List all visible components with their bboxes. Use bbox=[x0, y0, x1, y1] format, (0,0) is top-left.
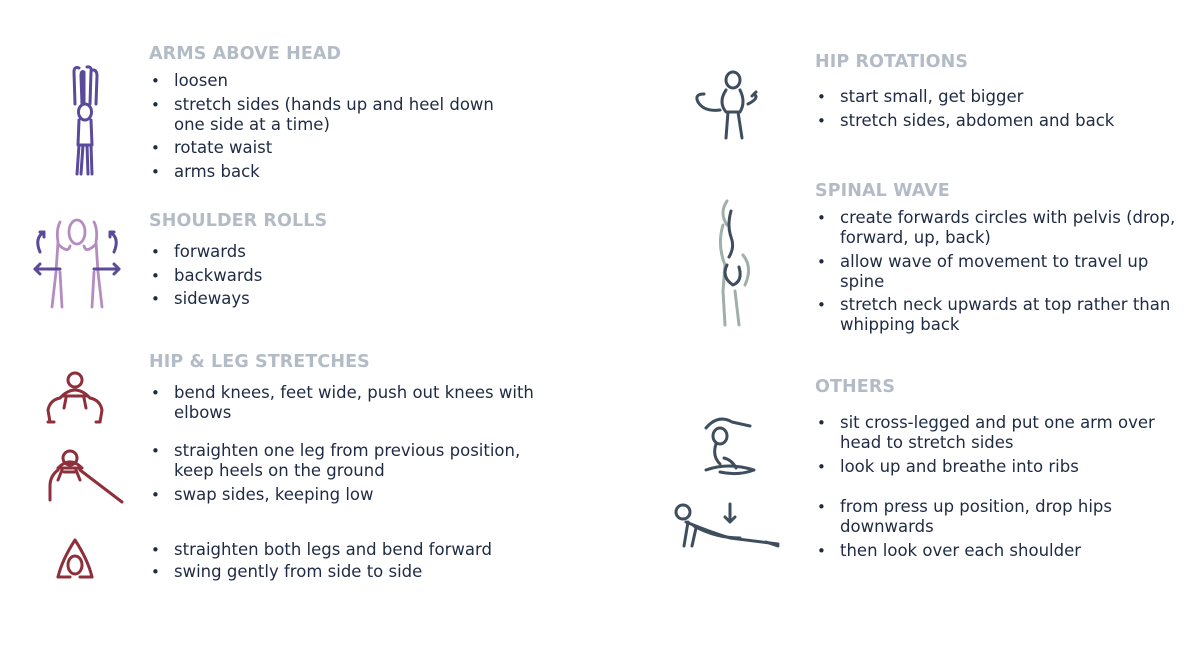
bullet-list bbox=[149, 242, 529, 313]
bullet-list bbox=[149, 441, 539, 508]
section-title: SHOULDER ROLLS bbox=[149, 211, 328, 231]
list-item: • backwards bbox=[149, 266, 529, 286]
section-title: HIP & LEG STRETCHES bbox=[149, 352, 370, 372]
bullet-list bbox=[815, 413, 1185, 480]
section-title: ARMS ABOVE HEAD bbox=[149, 44, 342, 64]
list-item: • stretch sides, abdomen and back bbox=[815, 111, 1185, 131]
list-item: • sit cross-legged and put one arm over head to stretch sides bbox=[815, 413, 1185, 453]
seated-side-stretch-icon bbox=[698, 410, 763, 478]
spinal-wave-icon bbox=[705, 195, 765, 330]
list-item: • loosen bbox=[149, 71, 529, 91]
bullet-list bbox=[815, 87, 1185, 134]
hip-rotation-icon bbox=[690, 68, 765, 143]
bullet-list bbox=[149, 71, 529, 185]
list-item: • start small, get bigger bbox=[815, 87, 1185, 107]
section-title: OTHERS bbox=[815, 377, 896, 397]
bullet-list bbox=[149, 383, 539, 427]
list-item: • look up and breathe into ribs bbox=[815, 457, 1185, 477]
list-item: • allow wave of movement to travel up spine bbox=[815, 252, 1185, 292]
list-item: • straighten one leg from previous position, keep heels on the ground bbox=[149, 441, 539, 481]
bullet-list bbox=[815, 208, 1185, 339]
shoulder-rolls-icon bbox=[30, 212, 125, 312]
list-item: • forwards bbox=[149, 242, 529, 262]
arms-above-head-icon bbox=[60, 62, 110, 180]
side-lunge-icon bbox=[40, 446, 128, 508]
bullet-list bbox=[815, 497, 1185, 564]
list-item: • stretch neck upwards at top rather than whipping back bbox=[815, 295, 1185, 335]
list-item: • bend knees, feet wide, push out knees with elbows bbox=[149, 383, 539, 423]
list-item: • straighten both legs and bend forward bbox=[149, 540, 539, 560]
list-item: • stretch sides (hands up and heel down one side at a time) bbox=[149, 95, 529, 135]
press-up-hips-drop-icon bbox=[670, 498, 785, 556]
list-item: • sideways bbox=[149, 289, 529, 309]
list-item: • swing gently from side to side bbox=[149, 562, 539, 582]
list-item: • create forwards circles with pelvis (drop, forward, up, back) bbox=[815, 208, 1185, 248]
list-item: • arms back bbox=[149, 162, 529, 182]
bullet-list bbox=[149, 540, 539, 586]
list-item: • swap sides, keeping low bbox=[149, 485, 539, 505]
wide-squat-icon bbox=[40, 368, 110, 428]
list-item: • then look over each shoulder bbox=[815, 541, 1185, 561]
list-item: • from press up position, drop hips downwards bbox=[815, 497, 1185, 537]
section-title: HIP ROTATIONS bbox=[815, 52, 969, 72]
section-title: SPINAL WAVE bbox=[815, 181, 950, 201]
forward-bend-icon bbox=[50, 535, 100, 585]
list-item: • rotate waist bbox=[149, 138, 529, 158]
